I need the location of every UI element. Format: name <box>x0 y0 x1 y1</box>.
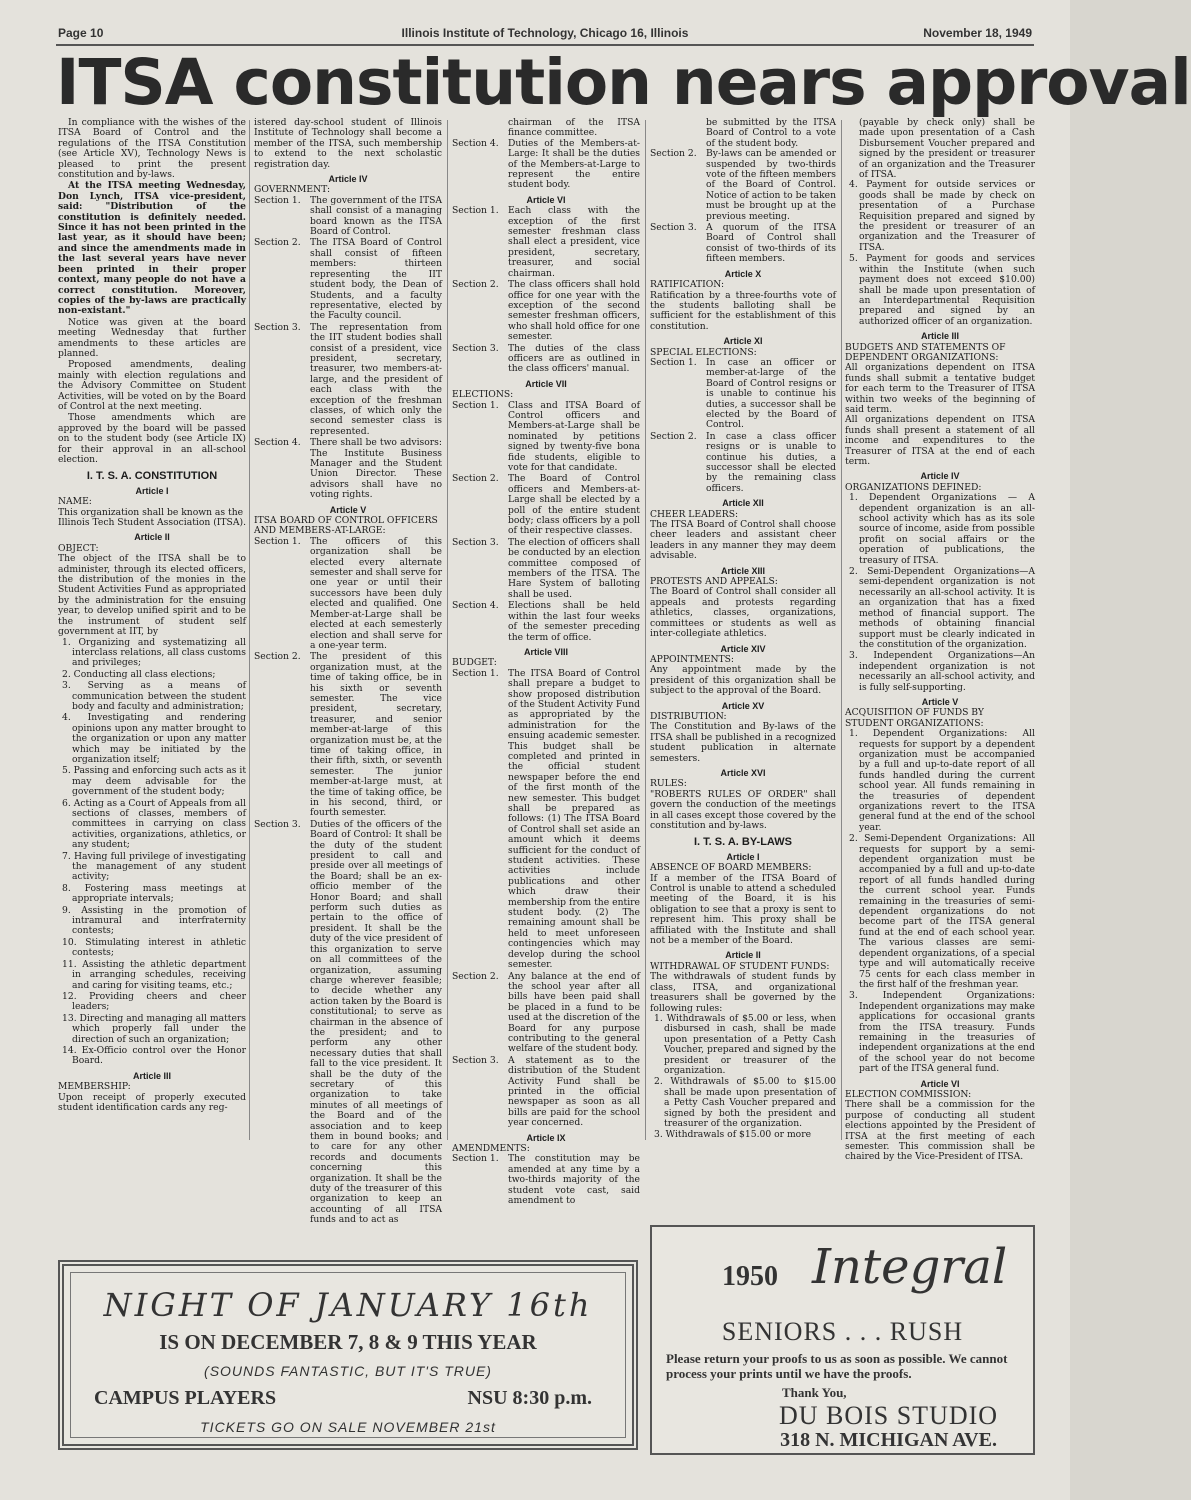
list-item: 13. Directing and managing all matters which properly fall under the direction of such an organization; <box>62 1012 246 1045</box>
section-heading: BUDGET: <box>452 657 497 669</box>
intro-paragraph: In compliance with the wishes of the ITSA Board of Control and the regulations of the ITSA Constitution (see Article XV), Technology News is pleased to print the present constitution and by-laws. <box>58 117 246 181</box>
section-heading: OBJECT: <box>58 542 99 554</box>
article-text: All organizations dependent on ITSA funds shall submit a tentative budget for each term to the Treasurer of ITSA within two weeks of the beginning of said term. <box>845 362 1035 415</box>
list-item: 10. Stimulating interest in athletic contests; <box>62 936 246 959</box>
ad-thanks: Thank You, <box>782 1385 847 1400</box>
section-row <box>452 1056 640 1129</box>
section-row <box>650 149 836 222</box>
section-row <box>452 139 640 191</box>
section-heading: RULES: <box>650 778 687 790</box>
ad-studio-name: DU BOIS STUDIO <box>778 1401 999 1430</box>
article-text: be submitted by the ITSA Board of Control to a vote of the student body. <box>706 117 836 149</box>
section-heading: ORGANIZATIONS DEFINED: <box>845 481 982 493</box>
section-text: A quorum of the ITSA Board of Control shall consist of two-thirds of its fifteen members. <box>706 222 836 265</box>
article-heading: Article VIII <box>523 646 568 657</box>
section-row <box>452 401 640 474</box>
section-row <box>452 1154 640 1206</box>
list-item: 14. Ex-Officio control over the Honor Board. <box>62 1044 246 1067</box>
article-text: There shall be a commission for the purpose of conducting all student elections appointed by the President of ITSA at the first meeting of each semester. This commission shall be chaired by the Vice-President of ITSA. <box>845 1099 1035 1163</box>
section-label: Section 3. <box>254 321 301 333</box>
column-2 <box>254 117 442 1226</box>
ad-title: NIGHT OF JANUARY 16th <box>103 1286 593 1324</box>
article-heading: Article VII <box>525 378 567 389</box>
section-row <box>254 652 442 819</box>
section-row <box>452 972 640 1055</box>
ad-headline: SENIORS . . . RUSH <box>721 1317 964 1346</box>
section-label: Section 1. <box>452 667 499 679</box>
section-label: Section 1. <box>650 356 697 368</box>
section-row <box>254 196 442 238</box>
list-item: 1. Withdrawals of $5.00 or less, when disbursed in cash, shall be made upon presentation of a Petty Cash Voucher, prepared and signed by the president or treasurer of the organization. <box>654 1012 836 1076</box>
campus-players-ad <box>58 1260 638 1450</box>
section-heading: APPOINTMENTS: <box>650 653 734 665</box>
section-text: The election of officers shall be conducted by an election committee composed of members of the ITSA. The Hare System of balloting shall be used. <box>508 536 640 600</box>
ad-body: Please return your proofs to us as soon as possible. We cannot process your prints until we have the proofs. <box>666 1351 1008 1381</box>
section-heading: ELECTION COMMISSION: <box>845 1088 972 1100</box>
section-label: Section 2. <box>452 473 499 485</box>
article-text: This organization shall be known as the Illinois Tech Student Association (ITSA). <box>58 506 246 529</box>
section-label: Section 2. <box>254 651 301 663</box>
masthead-line: Illinois Institute of Technology, Chicago 16, Illinois <box>401 26 689 40</box>
list-item: 2. Semi-Dependent Organizations—A semi-dependent organization is not necessarily an all-school activity. It is an organization that has a fixed method of financial support. The methods of obtaining financial support must be clearly indicated in the constitution of the organization. <box>849 566 1035 650</box>
section-label: Section 1. <box>452 1153 499 1165</box>
constitution-heading: I. T. S. A. CONSTITUTION <box>86 470 218 483</box>
section-text: Elections shall be held within the last four weeks of the semester preceding the term of office. <box>508 600 640 643</box>
section-row <box>254 537 442 651</box>
list-item: 8. Fostering mass meetings at appropriate intervals; <box>62 882 246 905</box>
section-text: The president of this organization must, at the time of taking office, be in his sixth or seventh semester. The vice president, secretary, treasurer, and senior member-at-large of this organization must be, at the time of taking office, in their fifth, sixth, or seventh semester. The junior member-at-large must, at the time of taking office, be in his second, third, or fourth semester. <box>310 651 442 819</box>
article-text: Upon receipt of properly executed student identification cards any reg- <box>58 1091 246 1113</box>
ad-address: 318 N. MICHIGAN AVE. <box>780 1429 997 1451</box>
quote-paragraph: At the ITSA meeting Wednesday, Don Lynch, ITSA vice-president, said: "Distribution of the constitution is definitely needed. Since it has not been printed in the last year, as it should have been; and since the amendments made in the last several years have never been printed in their proper context, many people do not have a correct constitution. Moreover, copies of the by-laws are practically non-existant." <box>58 180 246 317</box>
section-text: The ITSA Board of Control shall prepare a budget to show proposed distribution of the Student Activity Fund as appropriated by the administration for the ensuing academic semester. This budget shall be completed and printed in the official student newspaper before the end of the first month of the new semester. This budget shall be prepared as follows: (1) The ITSA Board of Control shall set aside an amount which it deems sufficient for the conduct of student activities. These activities include publications and other which draw their membership from the entire student body. (2) The remaining amount shall be held to meet unforeseen contingencies which may develop during the school semester. <box>508 667 641 971</box>
list-item: 1. Organizing and systematizing all interclass relations, all class customs and privileges; <box>62 636 246 669</box>
section-row <box>254 323 442 437</box>
section-row <box>254 438 442 500</box>
list-item: 2. Semi-Dependent Organizations: All requests for support by a semi-dependent organization must be accompanied by a full and up-to-date report of all funds handled during the current school year. Funds remaining in the treasuries of semi-dependent organizations do not become part of the ITSA general fund at the end of each school year. The various classes are semi-dependent organizations, of a special type and will automatically receive 75 cents for each class member in the first half of the freshman year. <box>849 833 1035 990</box>
article-heading: Article VI <box>526 194 566 205</box>
list-item: 5. Payment for goods and services within the Institute (when such payment does not exceed $10.00) shall be made upon presentation of an Interdepartmental Requisition prepared and signed by an authorized officer of an organization. <box>849 253 1035 327</box>
section-text: The officers of this organization shall be elected every alternate semester and shall serve for one year or until their successors have been duly elected and qualified. One Member-at-Large shall be elected at each semesterly election and shall serve for a one-year term. <box>310 535 442 651</box>
section-label: Section 2. <box>452 279 499 291</box>
integral-logo: Integral <box>812 1239 1008 1295</box>
section-label: Section 3. <box>650 222 697 234</box>
article-text: Ratification by a three-fourths vote of the students balloting shall be sufficient for the establishment of this constitution. <box>650 289 836 332</box>
list-item: 4. Payment for outside services or goods shall be made by check on presentation of a Purchase Requisition prepared and signed by the president or treasurer of an organization and the Treasurer of ITSA. <box>849 179 1035 253</box>
section-row <box>650 358 836 431</box>
section-row <box>452 669 640 971</box>
article-heading: Article II <box>725 950 761 961</box>
section-label: Section 1. <box>452 399 499 411</box>
section-text: Duties of the Members-at-Large: It shall be the duties of the Members-at-Large to represent the entire student body. <box>508 137 640 191</box>
article-heading: Article XIV <box>720 643 766 654</box>
article-heading: Article V <box>329 504 367 515</box>
notice-paragraph: Notice was given at the board meeting Wednesday that further amendments to these articles are planned. <box>58 316 246 359</box>
column-rule <box>645 120 646 1140</box>
section-row <box>452 474 640 536</box>
section-text: A statement as to the distribution of the Student Activity Fund shall be printed in the official newspaper as soon as all bills are paid for the school year concerned. <box>508 1054 640 1129</box>
section-heading: BUDGETS AND STATEMENTS OF DEPENDENT ORGANIZATIONS: <box>845 341 1006 363</box>
column-3 <box>452 117 641 1207</box>
section-heading: NAME: <box>58 496 92 508</box>
section-row <box>452 344 640 375</box>
list-item: 3. Independent Organizations—An independent organization is not necessarily an all-school activity, and is fully self-supporting. <box>849 650 1035 693</box>
section-row <box>254 820 442 1226</box>
column-1 <box>58 118 246 1143</box>
column-5 <box>845 118 1035 1218</box>
section-heading: RATIFICATION: <box>650 279 725 291</box>
article-heading: Article XIII <box>720 565 765 576</box>
section-text: The class officers shall hold office for one year with the exception of the second semester freshman officers, who shall hold office for one semester. <box>508 279 640 343</box>
section-label: Section 2. <box>452 970 499 982</box>
section-row <box>452 601 640 643</box>
section-text: Class and ITSA Board of Control officers and Members-at-Large shall be nominated by petitions signed by twenty-five bona fide students, eligible to vote for that candidate. <box>508 399 640 473</box>
article-text: chairman of the ITSA finance committee. <box>508 117 640 139</box>
article-heading: Article IV <box>920 471 960 482</box>
article-heading: Article XI <box>723 336 763 347</box>
studio-ad <box>650 1225 1035 1455</box>
section-label: Section 3. <box>452 342 499 354</box>
section-heading: ABSENCE OF BOARD MEMBERS: <box>650 862 812 874</box>
article-text: "ROBERTS RULES OF ORDER" shall govern the conduction of the meetings in all cases except those covered by the constitution and by-laws. <box>650 788 836 831</box>
section-text: In case an officer or member-at-large of the Board of Control resigns or is unable to continue his duties, a successor shall be elected by the Board of Control. <box>706 356 836 431</box>
article-heading: Article II <box>134 532 170 543</box>
list-item: 6. Acting as a Court of Appeals from all sections of classes, members of committees in carrying on class activities, organizations, athletics, or any student; <box>62 797 246 851</box>
section-label: Section 1. <box>254 535 301 547</box>
section-heading: DISTRIBUTION: <box>650 710 727 722</box>
section-row <box>254 238 442 321</box>
article-heading: Article XVI <box>720 767 766 778</box>
bylaws-heading: I. T. S. A. BY-LAWS <box>694 836 792 849</box>
list-item: 3. Independent Organizations: Independent organizations may make applications for occasional grants from the ITSA treasury. Funds remaining in the treasuries of independent organizations at the end of the school year do not become part of the ITSA general fund. <box>849 990 1035 1075</box>
ad-inner-border <box>70 1272 626 1438</box>
list-item: 9. Assisting in the promotion of intramural and interfraternity contests; <box>62 904 246 937</box>
section-heading: SPECIAL ELECTIONS: <box>650 346 757 358</box>
section-heading: CHEER LEADERS: <box>650 508 739 520</box>
approval-paragraph: Those amendments which are approved by the board will be passed on to the student body (see Article IX) for their approval in an all-school election. <box>58 412 246 465</box>
section-heading: ELECTIONS: <box>452 389 514 401</box>
section-text: There shall be two advisors: The Institute Business Manager and the Student Union Director. These advisors shall have no voting rights. <box>310 437 442 501</box>
article-text: istered day-school student of Illinois Institute of Technology shall become a member of the ITSA, such membership to extend to the next scholastic registration day. <box>254 117 442 170</box>
section-heading: WITHDRAWAL OF STUDENT FUNDS: <box>650 960 830 972</box>
section-text: The duties of the class officers are as outlined in the class officers' manual. <box>508 342 640 375</box>
article-text: The object of the ITSA shall be to administer, through its elected officers, the distribution of the monies in the Student Activities Fund as appropriated by the administration for the ensuing year, to develop unified spirit and to be the instrument of student self government at IIT, by <box>58 553 246 638</box>
column-rule <box>249 120 250 1140</box>
article-text: The Board of Control shall consider all appeals and protests regarding athletics, classes, organizations, committees or students as well as inter-collegiate athletics. <box>650 586 836 640</box>
section-label: Section 3. <box>452 1054 499 1066</box>
section-label: Section 2. <box>650 430 697 442</box>
article-heading: Article V <box>921 696 959 707</box>
list-item: 5. Passing and enforcing such acts as it may deem advisable for the government of the student body; <box>62 765 247 798</box>
section-text: Any balance at the end of the school year after all bills have been paid shall be placed in a fund to be used at the discretion of the Board for any purpose contributing to the general welfare of the student body. <box>508 970 640 1055</box>
section-text: The Board of Control officers and Members-at-Large shall be elected by a poll of the entire student body; class officers by a poll of their respective classes. <box>508 473 640 537</box>
list-item: 2. Withdrawals of $5.00 to $15.00 shall be made upon presentation of a Petty Cash Voucher prepared and signed by both the president and treasurer of the organization. <box>654 1076 836 1129</box>
section-label: Section 4. <box>452 600 499 612</box>
headline: ITSA constitution nears approval <box>56 46 1191 119</box>
section-text: The government of the ITSA shall consist of a managing board known as the ITSA Board of Control. <box>310 194 442 238</box>
section-row <box>452 538 640 600</box>
article-text: If a member of the ITSA Board of Control is unable to attend a scheduled meeting of the Board, it is his obligation to see that a proxy is sent to represent him. This proxy shall be affiliated with the Institute and shall not be a member of the Board. <box>650 872 836 947</box>
list-item: 1. Dependent Organizations: All requests for support by a dependent organization must be accompanied by a full and up-to-date report of all funds handled during the current school year. All funds remaining in the treasuries of dependent organizations revert to the ITSA general fund at the end of the school year. <box>849 728 1035 833</box>
article-heading: Article III <box>920 331 959 342</box>
section-label: Section 3. <box>254 818 301 830</box>
section-label: Section 4. <box>254 437 301 449</box>
section-row <box>650 223 836 265</box>
section-label: Section 3. <box>452 536 499 548</box>
section-text: The constitution may be amended at any time by a two-thirds majority of the student vote cast, said amendment to <box>508 1153 640 1207</box>
article-heading: Article IX <box>526 1132 566 1143</box>
column-rule <box>841 120 842 1140</box>
article-heading: Article I <box>135 485 169 496</box>
page-number: Page 10 <box>58 26 104 40</box>
article-text: (payable by check only) shall be made upon presentation of a Cash Disbursement Voucher prepared and signed by the president or treasurer of an organization and the Treasurer of ITSA. <box>859 117 1035 181</box>
article-text: The ITSA Board of Control shall choose cheer leaders and assistant cheer leaders in any manner they may deem advisable. <box>650 519 836 562</box>
article-text: Any appointment made by the president of this organization shall be subject to the approval of the Board. <box>650 664 836 697</box>
section-label: Section 2. <box>650 148 697 160</box>
section-label: Section 4. <box>452 137 499 149</box>
section-row <box>452 280 640 342</box>
section-text: By-laws can be amended or suspended by two-thirds vote of the fifteen members of the Board of Control. Notice of action to be taken must be brought up at the previous meeting. <box>706 148 836 222</box>
amendments-paragraph: Proposed amendments, dealing mainly with election regulations and the Advisory Committee on Student Activities, will be voted on by the Board of Control at the next meeting. <box>58 359 246 412</box>
list-item: 4. Investigating and rendering opinions upon any matter brought to the organization or upon any matter which may be initiated by the organization itself; <box>62 712 246 765</box>
section-heading: MEMBERSHIP: <box>58 1081 131 1093</box>
section-heading: GOVERNMENT: <box>254 184 331 196</box>
section-label: Section 1. <box>254 194 301 206</box>
section-text: The ITSA Board of Control shall consist of fifteen members: thirteen representing the IIT student body, the Dean of Students, and a faculty representative, elected by the Faculty council. <box>310 237 442 322</box>
list-item: 11. Assisting the athletic department in arranging schedules, receiving and caring for visiting teams, etc.; <box>62 958 246 991</box>
ad-venue: NSU 8:30 p.m. <box>467 1387 592 1409</box>
article-text: The withdrawals of student funds by class, ITSA, and organizational treasurers shall be governed by the following rules: <box>650 971 836 1014</box>
ad-group: CAMPUS PLAYERS <box>94 1387 277 1409</box>
article-text: All organizations dependent on ITSA funds shall present a statement of all income and expenditures to the Treasurer of ITSA at the end of each term. <box>845 414 1035 467</box>
issue-date: November 18, 1949 <box>923 26 1032 40</box>
section-heading: ACQUISITION OF FUNDS BY STUDENT ORGANIZATIONS: <box>845 707 984 729</box>
ad-year: 1950 <box>722 1261 778 1292</box>
section-text: The representation from the IIT student bodies shall consist of a president, vice president, secretary, treasurer, two members-at-large, and the president of each class with the exception of the freshman classes, of which only the second semester class is represented. <box>310 321 442 437</box>
section-heading: PROTESTS AND APPEALS: <box>650 576 778 588</box>
section-heading: AMENDMENTS: <box>452 1143 530 1154</box>
article-heading: Article XV <box>721 700 765 711</box>
folio-line <box>58 26 1032 42</box>
list-item: 3. Serving as a means of communication between the student body and faculty and administration; <box>62 680 246 712</box>
article-heading: Article X <box>724 268 762 279</box>
ad-aside: (SOUNDS FANTASTIC, BUT IT'S TRUE) <box>204 1363 492 1379</box>
list-item: 2. Conducting all class elections; <box>62 668 216 680</box>
list-item: 3. Withdrawals of $15.00 or more <box>654 1129 812 1141</box>
column-rule <box>447 120 448 1140</box>
list-item: 12. Providing cheers and cheer leaders; <box>62 990 246 1013</box>
section-row <box>650 432 836 494</box>
ad-info-row <box>64 1387 632 1413</box>
section-row <box>452 206 640 279</box>
article-heading: Article XII <box>722 498 764 509</box>
section-text: Each class with the exception of the first semester freshman class shall elect a president, vice president, secretary, treasurer, and social chairman. <box>508 205 640 279</box>
article-heading: Article III <box>132 1070 171 1081</box>
article-heading: Article I <box>726 851 760 862</box>
article-heading: Article IV <box>328 174 368 185</box>
column-4 <box>650 118 836 1143</box>
ad-dates: IS ON DECEMBER 7, 8 & 9 THIS YEAR <box>159 1330 537 1354</box>
section-text: In case a class officer resigns or is unable to continue his duties, a successor shall be elected by the remaining class officers. <box>706 430 836 494</box>
section-heading: ITSA BOARD OF CONTROL OFFICERS AND MEMBERS-AT-LARGE: <box>254 515 438 537</box>
section-label: Section 2. <box>254 237 301 249</box>
section-text: Duties of the officers of the Board of Control: It shall be the duty of the student president to call and preside over all meetings of the Board; shall be an ex-officio member of the Honor Board; and shall perform such duties as pertain to the office of president. It shall be the duty of the vice president of this organization to serve on all committees of the organization, assuming charge wherever feasible; to decide whether any action taken by the Board is constitutional; to serve as chairman in the absence of the president; and to perform any other necessary duties that shall fall to the vice president. It shall be the duty of the secretary of this organization to take minutes of all meetings of the Board and of the association and to keep them in bound books; and to care for any other records and documents concerning this organization. It shall be the duty of the treasurer of this organization to keep an accounting of all ITSA funds and to act as <box>310 818 442 1226</box>
article-heading: Article VI <box>920 1078 960 1089</box>
section-label: Section 1. <box>452 205 499 217</box>
ad-tickets: TICKETS GO ON SALE NOVEMBER 21st <box>200 1419 496 1435</box>
list-item: 1. Dependent Organizations — A dependent organization is an all-school activity which has as its sole source of income, aside from possible profit on social affairs or the operation of publications, the treasury of ITSA. <box>849 492 1035 566</box>
article-text: The Constitution and By-laws of the ITSA shall be published in a recognized student publication in alternate semesters. <box>650 721 836 764</box>
list-item: 7. Having full privilege of investigating the management of any student activity; <box>62 850 246 883</box>
